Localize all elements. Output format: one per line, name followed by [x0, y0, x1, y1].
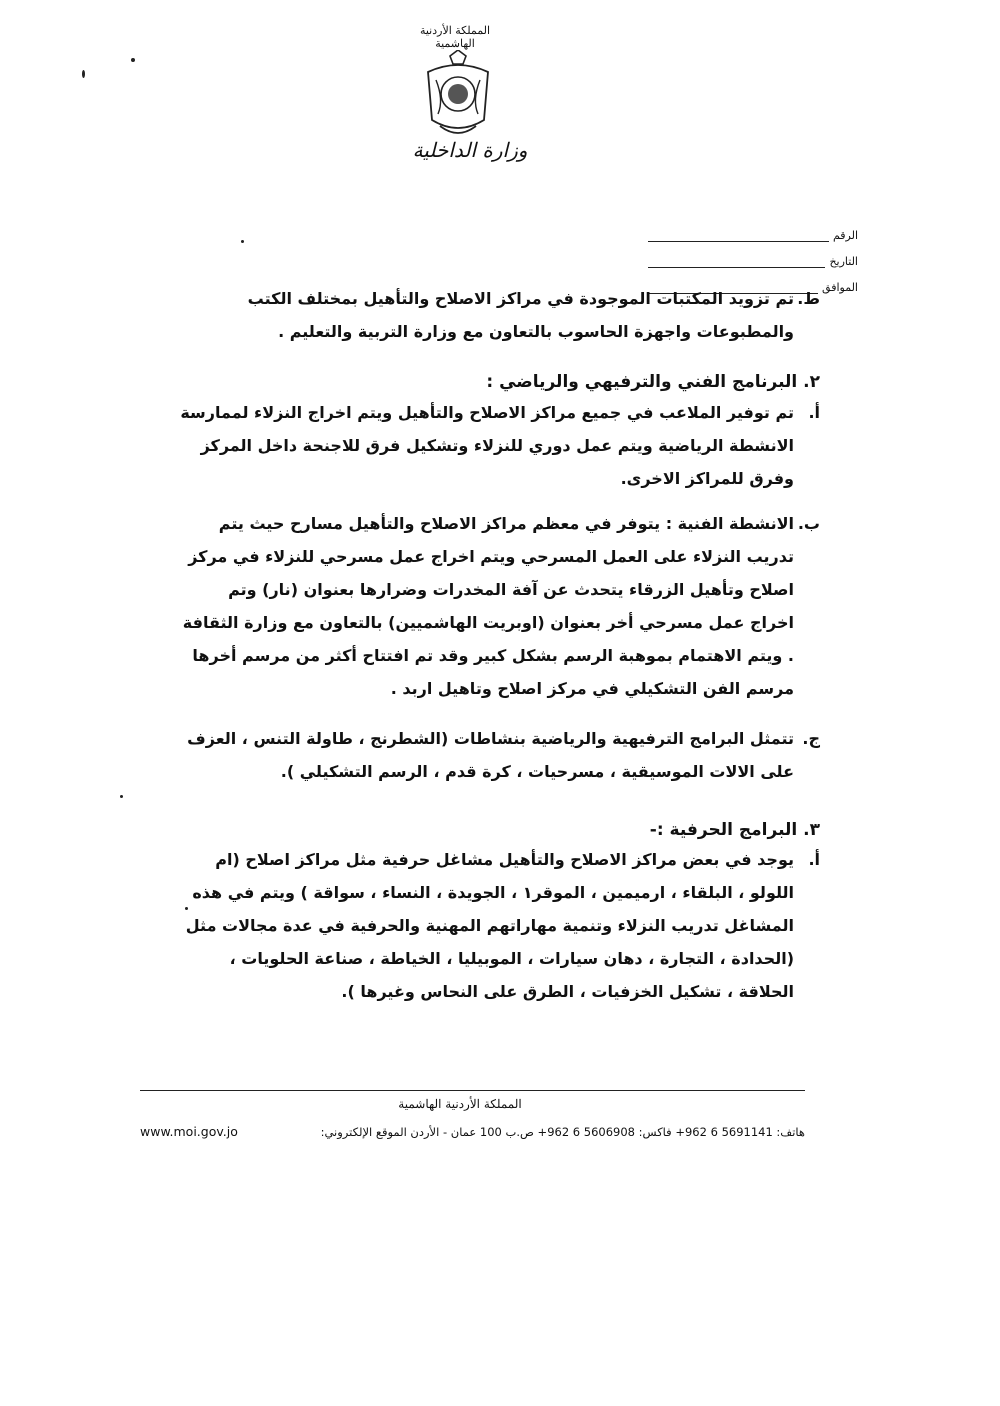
- item-marker: ط.: [797, 289, 820, 308]
- footer-contact-details: هاتف: 5691141 6 962+ فاكس: 5606908 6 962+ ص.ب 100 عمان - الأردن الموقع الإلكتروني:: [320, 1124, 805, 1139]
- footer-divider: [140, 1090, 805, 1091]
- item-marker: أ.: [808, 403, 820, 422]
- reference-date-label: التاريخ: [829, 255, 858, 268]
- footer-website: www.moi.gov.jo: [140, 1124, 238, 1139]
- section3-item-a: [180, 843, 820, 1008]
- item-marker: ب.: [797, 514, 820, 533]
- reference-number-row: [648, 216, 858, 242]
- reference-date-line: [648, 253, 825, 268]
- item-text: تم توفير الملاعب في جميع مراكز الاصلاح والتأهيل ويتم اخراج النزلاء لممارسة الانشطة الرياضية ويتم عمل دوري للنزلاء وتشكيل فرق للاجنحة داخل المركز وفرق للمراكز الاخرى.: [180, 403, 794, 488]
- header-top-text: المملكة الأردنية الهاشمية: [419, 24, 491, 50]
- footer-contact-line: [140, 1124, 805, 1139]
- section2-item-j: [180, 722, 820, 788]
- item-text: تم تزويد المكتبات الموجودة في مراكز الاصلاح والتأهيل بمختلف الكتب والمطبوعات واجهزة الحاسوب بالتعاون مع وزارة التربية والتعليم .: [247, 289, 794, 341]
- item-marker: ج.: [802, 729, 820, 748]
- section2-item-a: [180, 396, 820, 495]
- item-text: تتمثل البرامج الترفيهية والرياضية بنشاطات (الشطرنج ، طاولة التنس ، العزف على الالات الموسيقية ، مسرحيات ، كرة قدم ، الرسم التشكيلي ).: [187, 729, 794, 781]
- reference-number-label: الرقم: [832, 229, 858, 242]
- ministry-name: وزارة الداخلية: [412, 138, 528, 162]
- item-text: الانشطة الفنية : يتوفر في معظم مراكز الاصلاح والتأهيل مسارح حيث يتم تدريب النزلاء على العمل المسرحي ويتم اخراج عمل مسرحي للنزلاء في مركز اصلاح وتأهيل الزرقاء يتحدث عن آفة المخدرات وضرارها بعنوان (نار) وتم اخراج عمل مسرحي أخر بعنوان (اوبريت الهاشميين) بالتعاون مع وزارة الثقافة . ويتم الاهتمام بموهبة الرسم بشكل كبير وقد تم افتتاح أكثر من مرسم أخرها مرسم الفن التشكيلي في مركز اصلاح وتاهيل اربد .: [182, 514, 794, 698]
- section2-heading: ٢. البرنامج الفني والترفيهي والرياضي :: [486, 372, 820, 392]
- jordan-coat-of-arms-icon: [422, 50, 494, 142]
- scan-speck: [131, 58, 135, 62]
- reference-attachments-label: الموافق: [822, 281, 858, 294]
- scan-speck: [82, 70, 85, 78]
- reference-number-line: [648, 227, 829, 242]
- item-marker: أ.: [808, 850, 820, 869]
- item-taa: [180, 282, 820, 348]
- scan-speck: [120, 795, 123, 798]
- section2-item-b: [180, 507, 820, 705]
- scan-speck: [241, 240, 244, 243]
- section3-heading: ٣. البرامج الحرفية :-: [649, 820, 820, 840]
- item-text: يوجد في بعض مراكز الاصلاح والتأهيل مشاغل حرفية مثل مراكز اصلاح (ام اللولو ، البلقاء ، ارميمين ، الموقر١ ، الجويدة ، النساء ، سواقة ) ويتم في هذه المشاغل تدريب النزلاء وتنمية مهاراتهم المهنية والحرفية في عدة مجالات مثل (الحدادة ، التجارة ، دهان سيارات ، الموبيليا ، الخياطة ، صناعة الحلويات ، الحلاقة ، تشكيل الخزفيات ، الطرق على النحاس وغيرها ).: [185, 850, 794, 1001]
- reference-date-row: [648, 242, 858, 268]
- footer-country: المملكة الأردنية الهاشمية: [398, 1097, 522, 1111]
